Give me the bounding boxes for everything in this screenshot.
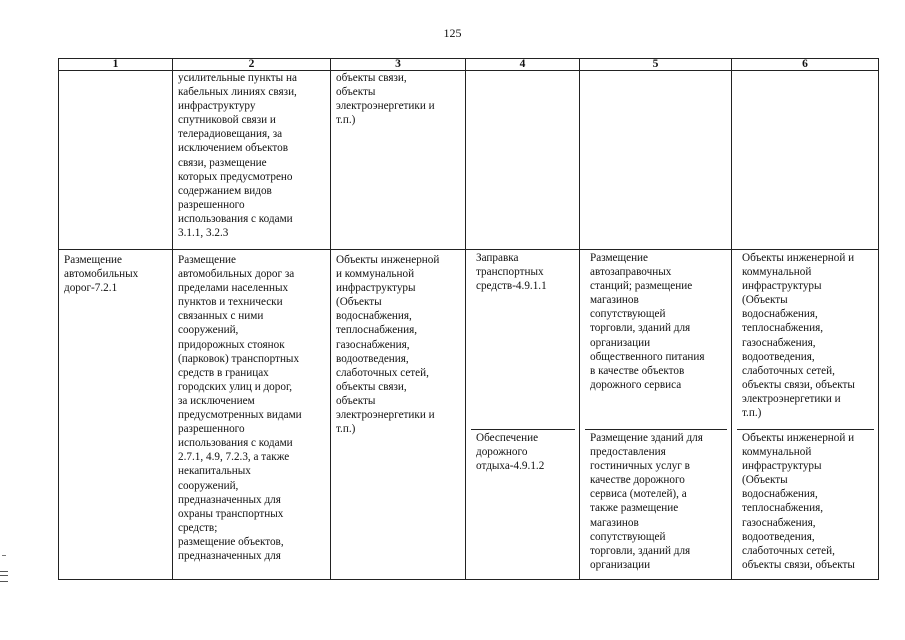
row1-col2-cell [173, 71, 331, 250]
column-header-3: 3 [331, 59, 466, 71]
road-rest-subcell: Обеспечение дорожного отдыха-4.9.1.2 [476, 432, 545, 473]
road-rest-auxiliary-subcell: Объекты инженерной и коммунальной инфраструктуры (Объекты водоснабжения, теплоснабжения, газоснабжения, водоотведения, слаботочных сетей, объекты связи, объекты [742, 432, 855, 571]
row2-col3-cell [331, 250, 466, 580]
road-rest-description-subcell: Размещение зданий для предоставления гостиничных услуг в качестве дорожного сервиса (мотелей), а также размещение магазинов сопутствующей торговли, зданий для организации [590, 432, 703, 571]
row1-permitted-use-description: усилительные пункты на кабельных линиях связи, инфраструктуру спутниковой связи и телерадиовещания, за исключением объектов связи, размещение которых предусмотрено содержанием видов разрешенного использования с кодами 3.1.1, 3.2.3 [178, 72, 297, 240]
fuel-station-auxiliary-subcell: Объекты инженерной и коммунальной инфраструктуры (Объекты водоснабжения, теплоснабжения, газоснабжения, водоотведения, слаботочных сетей, объекты связи, объекты электроэнергетики и т.п.) [737, 250, 874, 430]
row2-col4-cell [466, 250, 580, 580]
row2-col5-cell [580, 250, 732, 580]
margin-binding-mark [0, 571, 8, 582]
column-header-5: 5 [580, 59, 732, 71]
row2-col2-cell [173, 250, 331, 580]
table-header-row [59, 59, 879, 71]
column-header-4: 4 [466, 59, 580, 71]
fuel-station-subcell: Заправка транспортных средств-4.9.1.1 [471, 250, 575, 430]
row1-col1-cell [59, 71, 173, 250]
column-header-1: 1 [59, 59, 173, 71]
row2-use-type-name: Размещение автомобильных дорог-7.2.1 [64, 254, 139, 295]
page-number: 125 [443, 26, 462, 40]
column-header-2: 2 [173, 59, 331, 71]
row2-auxiliary-objects: Объекты инженерной и коммунальной инфраструктуры (Объекты водоснабжения, теплоснабжения, газоснабжения, водоотведения, слаботочных сетей, объекты связи, объекты электроэнергетики и т.п.) [336, 254, 440, 436]
row2-col1-cell [59, 250, 173, 580]
margin-tick-mark [2, 555, 6, 556]
column-header-6: 6 [732, 59, 879, 71]
row1-col6-cell [732, 71, 879, 250]
row1-auxiliary-objects: объекты связи, объекты электроэнергетики и т.п.) [336, 72, 435, 127]
fuel-station-description-subcell: Размещение автозаправочных станций; размещение магазинов сопутствующей торговли, зданий для организации общественного питания в качестве объектов дорожного сервиса [585, 250, 727, 430]
row2-col6-cell [732, 250, 879, 580]
row1-col5-cell [580, 71, 732, 250]
table-row [59, 71, 879, 250]
row2-permitted-use-description: Размещение автомобильных дорог за пределами населенных пунктов и технически связанных с ними сооружений, придорожных стоянок (парковок) транспортных средств в границах городских улиц и дорог, за исключением предусмотренных видами разрешенного использования с кодами 2.7.1, 4.9, 7.2.3, а также некапитальных сооружений, предназначенных для охраны транспортных средств; размещение объектов, предназначенных для [178, 254, 302, 562]
row1-col4-cell [466, 71, 580, 250]
table-row [59, 250, 879, 580]
land-use-table [58, 58, 879, 580]
row1-col3-cell [331, 71, 466, 250]
